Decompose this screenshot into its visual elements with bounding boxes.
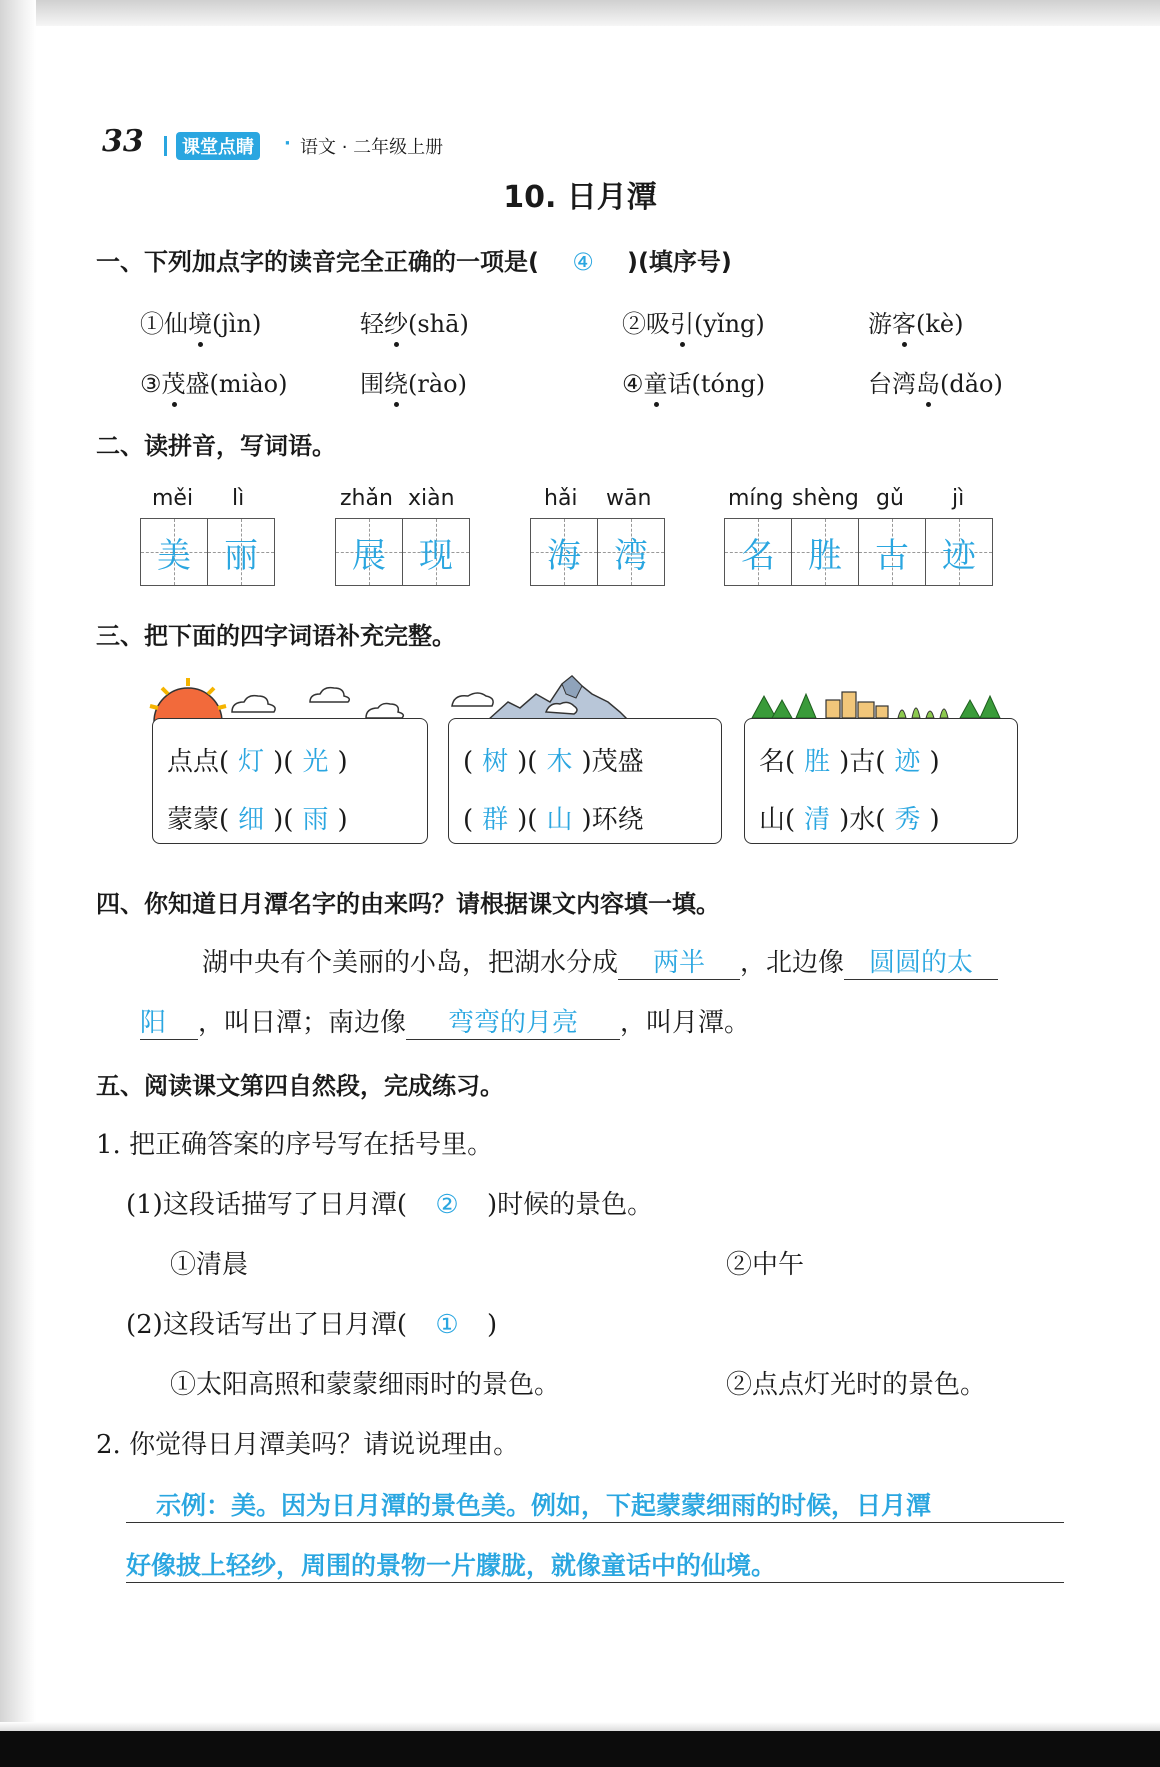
answer-line	[126, 1582, 1064, 1583]
grid-cell: 丽	[208, 519, 274, 585]
grid-cell: 海	[531, 519, 598, 585]
q1-prompt: 一、下列加点字的读音完全正确的一项是( ④ )(填序号)	[96, 248, 732, 276]
header-divider	[164, 136, 167, 156]
q1-option-3a: ③茂盛(miào)	[140, 364, 287, 399]
q5-answer-text-2: 好像披上轻纱，周围的景物一片朦胧，就像童话中的仙境。	[126, 1551, 777, 1580]
trees-buildings-illustration	[744, 684, 1014, 720]
q5-answer-1b: ①	[435, 1310, 459, 1340]
pinyin: měi	[152, 486, 194, 511]
grid-cell: 现	[403, 519, 469, 585]
q5-prompt: 五、阅读课文第四自然段，完成练习。	[96, 1072, 504, 1100]
q5-answer-text-1: 示例：美。因为日月潭的景色美。例如，下起蒙蒙细雨的时候，日月潭	[156, 1491, 932, 1520]
grid-cell: 迹	[926, 519, 992, 585]
header-subtitle: 语文 · 二年级上册	[300, 137, 444, 158]
q1-option-4a: ④童话(tóng)	[622, 364, 765, 399]
pinyin: wān	[606, 486, 652, 511]
q4-prompt: 四、你知道日月潭名字的由来吗？请根据课文内容填一填。	[96, 890, 720, 918]
q1-answer: ④	[572, 248, 594, 276]
char-grid-2	[335, 518, 470, 586]
q1-option-1b: 轻纱(shā)	[360, 304, 469, 339]
lesson-title: 10. 日月潭	[503, 180, 657, 215]
q4-answer-1: 两半	[618, 942, 740, 980]
grid-cell: 名	[725, 519, 792, 585]
q4-line-2: 阳 ，叫日潭；南边像 弯弯的月亮 ，叫月潭。	[140, 1002, 750, 1040]
pinyin: xiàn	[408, 486, 455, 511]
q5-sub-1: 1. 把正确答案的序号写在括号里。	[96, 1130, 494, 1160]
page-number: 33	[102, 124, 144, 159]
header-dot: ·	[284, 133, 291, 154]
q5-option-1a-1: ①清晨	[170, 1250, 249, 1280]
bottom-bar	[0, 1731, 1160, 1767]
q2-prompt: 二、读拼音，写词语。	[96, 432, 336, 460]
idiom-box-2	[448, 718, 722, 844]
idiom-line: ( 树 )( 木 )茂盛	[463, 747, 644, 777]
q4-answer-2b: 阳	[140, 1002, 198, 1040]
q1-option-1a: ①仙境(jìn)	[140, 304, 261, 339]
q5-option-1a-2: ②中午	[726, 1250, 805, 1280]
sun-clouds-illustration	[148, 676, 418, 724]
q5-sub-2: 2. 你觉得日月潭美吗？请说说理由。	[96, 1430, 520, 1460]
q4-answer-3: 弯弯的月亮	[406, 1002, 620, 1040]
q5-sub-1b: (2)这段话写出了日月潭( ① )	[126, 1310, 498, 1340]
idiom-box-3	[744, 718, 1018, 844]
idiom-line: 点点( 灯 )( 光 )	[167, 747, 348, 777]
grid-cell: 美	[141, 519, 208, 585]
idiom-box-1	[152, 718, 428, 844]
q5-option-1b-1: ①太阳高照和蒙蒙细雨时的景色。	[170, 1370, 561, 1400]
q1-option-4b: 台湾岛(dǎo)	[868, 364, 1003, 399]
grid-cell: 胜	[792, 519, 859, 585]
pinyin: jì	[952, 486, 965, 511]
page-bottom-shadow	[0, 1722, 1160, 1731]
q5-answer-1a: ②	[435, 1190, 459, 1220]
page-left-shadow	[0, 0, 36, 1767]
pinyin: shèng	[792, 486, 859, 511]
idiom-line: 蒙蒙( 细 )( 雨 )	[167, 805, 348, 835]
q4-line-1: 湖中央有个美丽的小岛，把湖水分成 两半 ，北边像 圆圆的太	[202, 942, 998, 980]
q3-prompt: 三、把下面的四字词语补充完整。	[96, 622, 456, 650]
q4-answer-2a: 圆圆的太	[844, 942, 998, 980]
grid-cell: 湾	[598, 519, 664, 585]
char-grid-1	[140, 518, 275, 586]
grid-cell: 展	[336, 519, 403, 585]
q1-option-2b: 游客(kè)	[868, 304, 963, 339]
q5-sub-1a: (1)这段话描写了日月潭( ② )时候的景色。	[126, 1190, 654, 1220]
q1-option-2a: ②吸引(yǐng)	[622, 304, 765, 339]
char-grid-4	[724, 518, 993, 586]
idiom-line: 山( 清 )水( 秀 )	[759, 805, 940, 835]
pinyin: zhǎn	[340, 486, 393, 511]
header-badge: 课堂点睛	[176, 132, 260, 160]
idiom-line: 名( 胜 )古( 迹 )	[759, 747, 940, 777]
page-top-shadow	[0, 0, 1160, 26]
mountains-illustration	[448, 672, 656, 722]
q5-option-1b-2: ②点点灯光时的景色。	[726, 1370, 987, 1400]
pinyin: míng	[728, 486, 784, 511]
pinyin: hǎi	[544, 486, 578, 511]
answer-line	[126, 1522, 1064, 1523]
pinyin: lì	[232, 486, 245, 511]
q1-option-3b: 围绕(rào)	[360, 364, 467, 399]
pinyin: gǔ	[876, 486, 904, 511]
grid-cell: 古	[859, 519, 926, 585]
idiom-line: ( 群 )( 山 )环绕	[463, 805, 644, 835]
char-grid-3	[530, 518, 665, 586]
